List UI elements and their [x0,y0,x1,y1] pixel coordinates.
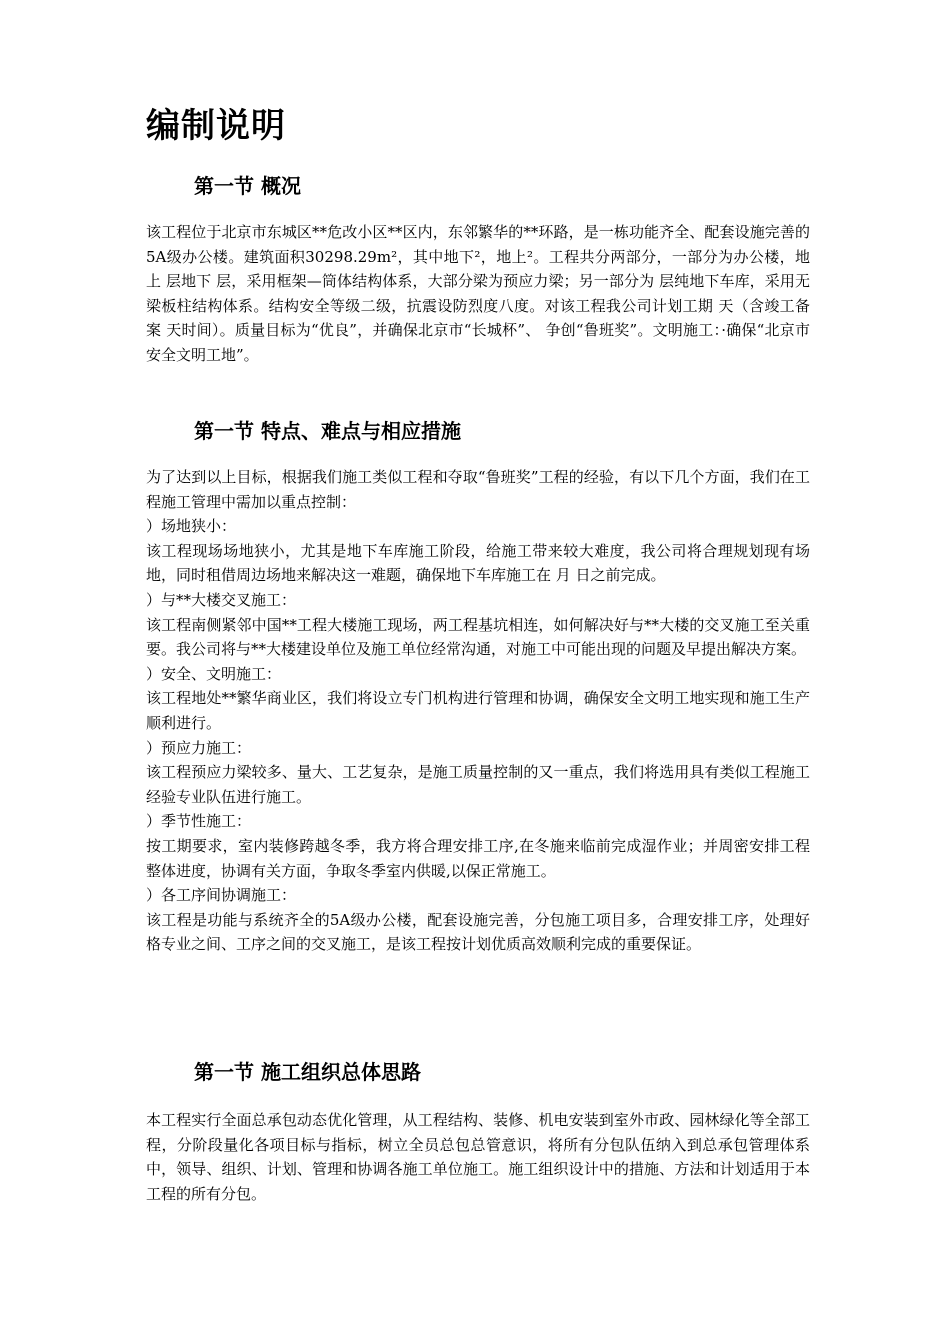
section-body-difficulties [146,465,810,957]
list-item-text: 按工期要求，室内装修跨越冬季，我方将合理安排工序,在冬施来临前完成湿作业；并周密安排工程整体进度，协调有关方面，争取冬季室内供暖,以保正常施工。 [146,836,810,880]
list-item-title: ）与**大楼交叉施工： [146,590,297,609]
section-heading-overview: 第一节 概况 [194,174,301,198]
list-item-title: ）场地狭小： [146,517,237,536]
difficulties-intro: 为了达到以上目标，根据我们施工类似工程和夺取“鲁班奖”工程的经验，有以下几个方面，我们在工程施工管理中需加以重点控制： [146,468,810,511]
overview-paragraph: 该工程位于北京市东城区**危改小区**区内，东邻繁华的**环路，是一栋功能齐全、配套设施完善的5A级办公楼。建筑面积30298.29m²，其中地下²，地上²。工程共分两部分，一部分为办公楼，地上 层地下 层，采用框架—筒体结构体系，大部分梁为预应力梁；另一部分为 层纯地下车库，采用无梁板柱结构体系。结构安全等级二级，抗震设防烈度八度。对该工程我公司计划工期 天（含竣工备案 天时间）。质量目标为“优良”，并确保北京市“长城杯”、 争创“鲁班奖”。文明施工：·确保“北京市安全文明工地”。 [146,223,810,364]
document-title: 编制说明 [146,106,286,146]
section-heading-organization: 第一节 施工组织总体思路 [194,1060,421,1084]
list-item-title: ）各工序间协调施工： [146,886,297,905]
section-body-organization [146,1108,810,1206]
list-item-title: ）预应力施工： [146,738,252,757]
list-item-text: 该工程预应力梁较多、量大、工艺复杂，是施工质量控制的又一重点，我们将选用具有类似工程施工经验专业队伍进行施工。 [146,763,810,806]
list-item-text: 该工程是功能与系统齐全的5A级办公楼，配套设施完善，分包施工项目多，合理安排工序，处理好格专业之间、工序之间的交叉施工，是该工程按计划优质高效顺利完成的重要保证。 [146,910,810,954]
list-item-text: 该工程现场场地狭小，尤其是地下车库施工阶段，给施工带来较大难度，我公司将合理规划现有场地，同时租借周边场地来解决这一难题，确保地下车库施工在 月 日之前完成。 [146,541,810,585]
section-body-overview [146,220,810,368]
list-item-title: ）安全、文明施工： [146,664,282,683]
organization-paragraph: 本工程实行全面总承包动态优化管理，从工程结构、装修、机电安装到室外市政、园林绿化等全部工程，分阶段量化各项目标与指标，树立全员总包总管意识，将所有分包队伍纳入到总承包管理体系中，领导、组织、计划、管理和协调各施工单位施工。施工组织设计中的措施、方法和计划适用于本工程的所有分包。 [146,1111,810,1203]
list-item-text: 该工程地处**繁华商业区，我们将设立专门机构进行管理和协调，确保安全文明工地实现和施工生产顺利进行。 [146,689,810,732]
list-item-text: 该工程南侧紧邻中国**工程大楼施工现场，两工程基坑相连，如何解决好与**大楼的交叉施工至关重要。我公司将与**大楼建设单位及施工单位经常沟通，对施工中可能出现的问题及早提出解决方案。 [146,615,810,659]
section-heading-difficulties: 第一节 特点、难点与相应措施 [194,419,461,443]
list-item-title: ）季节性施工： [146,812,252,831]
